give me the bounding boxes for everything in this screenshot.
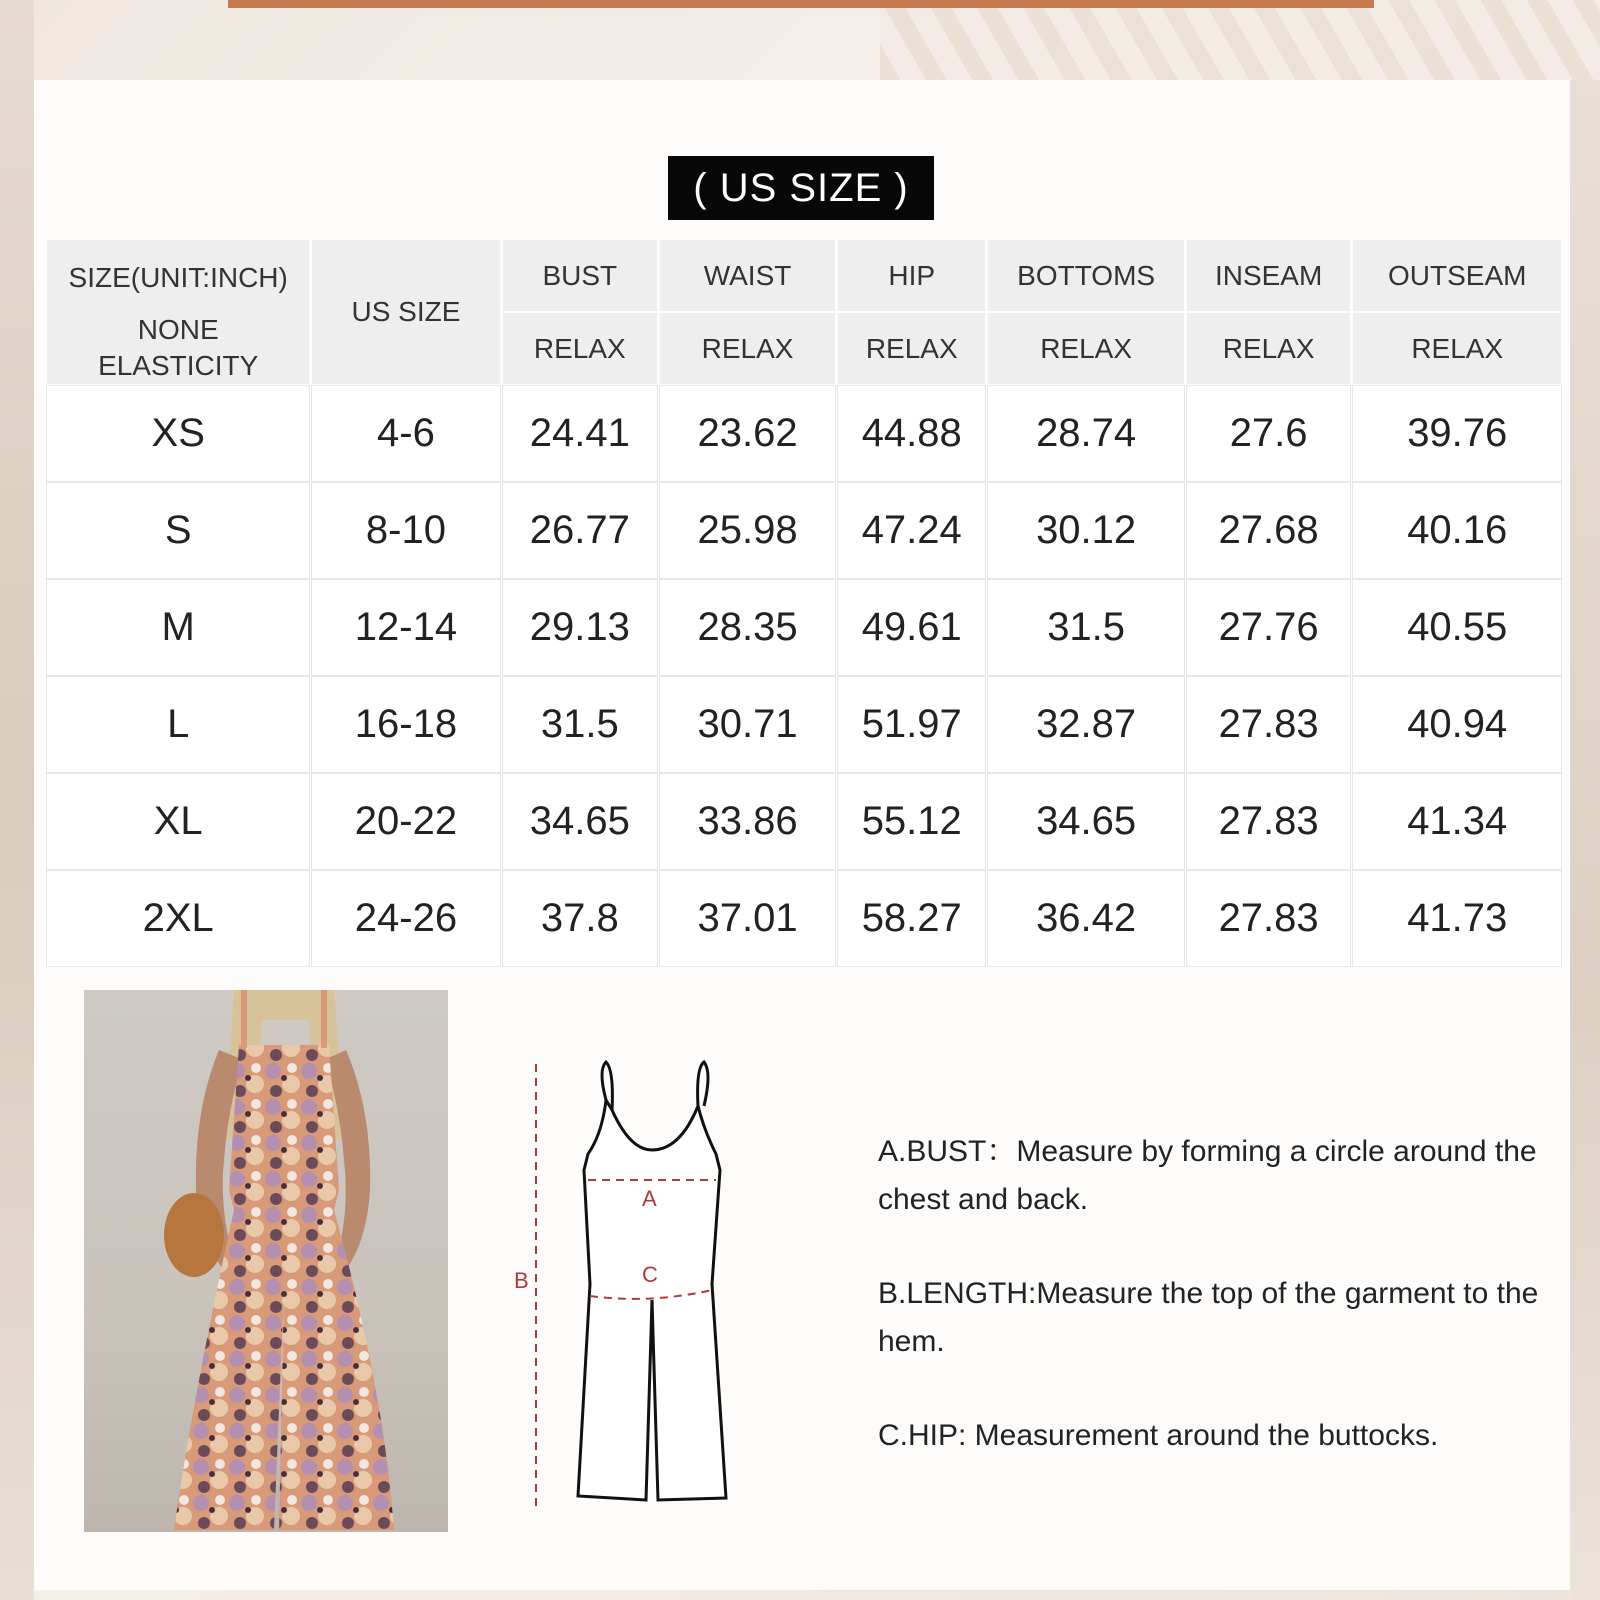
size-system-title: ( US SIZE )	[668, 156, 934, 220]
jumpsuit-outline	[490, 1050, 750, 1520]
header-elasticity	[47, 312, 309, 384]
header-hip: HIP	[838, 240, 985, 311]
cell-size: XL	[47, 774, 309, 869]
cell-waist: 37.01	[660, 871, 835, 966]
cell-inseam: 27.83	[1187, 774, 1351, 869]
label-b: B	[514, 1268, 529, 1293]
cell-bust: 34.65	[503, 774, 658, 869]
background-right-edge	[1570, 80, 1600, 1600]
measurement-diagram	[490, 1050, 750, 1520]
cell-hip: 58.27	[838, 871, 985, 966]
header-outseam: OUTSEAM	[1353, 240, 1561, 311]
cell-inseam: 27.6	[1187, 386, 1351, 481]
label-a: A	[642, 1186, 657, 1211]
cell-bust: 29.13	[503, 580, 658, 675]
cell-us-size: 16-18	[312, 677, 499, 772]
cell-size: M	[47, 580, 309, 675]
cell-waist: 28.35	[660, 580, 835, 675]
cell-bust: 26.77	[503, 483, 658, 578]
fit-label-bust: RELAX	[503, 313, 658, 384]
table-row	[47, 386, 1561, 481]
cell-inseam: 27.76	[1187, 580, 1351, 675]
header-bottoms: BOTTOMS	[988, 240, 1183, 311]
product-photo	[84, 990, 448, 1532]
background-decoration	[880, 0, 1600, 80]
background-left-edge	[0, 0, 34, 1600]
header-waist: WAIST	[660, 240, 835, 311]
measurement-notes	[878, 1128, 1558, 1506]
cell-size: 2XL	[47, 871, 309, 966]
cell-hip: 47.24	[838, 483, 985, 578]
header-elasticity-line2: ELASTICITY	[98, 350, 259, 381]
table-header-row	[47, 240, 1561, 311]
cell-bust: 37.8	[503, 871, 658, 966]
cell-bottoms: 30.12	[988, 483, 1183, 578]
cell-us-size: 12-14	[312, 580, 499, 675]
table-row	[47, 580, 1561, 675]
cell-outseam: 40.55	[1353, 580, 1561, 675]
cell-size: L	[47, 677, 309, 772]
cell-hip: 49.61	[838, 580, 985, 675]
header-elasticity-line1: NONE	[137, 314, 219, 345]
cell-size: S	[47, 483, 309, 578]
size-table	[44, 238, 1564, 968]
cell-inseam: 27.68	[1187, 483, 1351, 578]
note-hip: C.HIP: Measurement around the buttocks.	[878, 1419, 1439, 1452]
cell-size: XS	[47, 386, 309, 481]
fit-label-hip: RELAX	[838, 313, 985, 384]
cell-outseam: 40.16	[1353, 483, 1561, 578]
fit-label-bottoms: RELAX	[988, 313, 1183, 384]
fit-label-inseam: RELAX	[1187, 313, 1351, 384]
cell-bottoms: 31.5	[988, 580, 1183, 675]
table-row	[47, 677, 1561, 772]
header-inseam: INSEAM	[1187, 240, 1351, 311]
cell-outseam: 41.73	[1353, 871, 1561, 966]
table-row	[47, 483, 1561, 578]
header-us-size: US SIZE	[312, 240, 499, 384]
cell-waist: 23.62	[660, 386, 835, 481]
note-length: B.LENGTH:Measure the top of the garment to the hem.	[878, 1277, 1539, 1358]
cell-hip: 51.97	[838, 677, 985, 772]
cell-waist: 25.98	[660, 483, 835, 578]
cell-waist: 33.86	[660, 774, 835, 869]
cell-bottoms: 32.87	[988, 677, 1183, 772]
header-bust: BUST	[503, 240, 658, 311]
cell-outseam: 41.34	[1353, 774, 1561, 869]
cell-outseam: 40.94	[1353, 677, 1561, 772]
table-row	[47, 871, 1561, 966]
table-row	[47, 774, 1561, 869]
cell-bottoms: 36.42	[988, 871, 1183, 966]
fit-label-outseam: RELAX	[1353, 313, 1561, 384]
cell-inseam: 27.83	[1187, 871, 1351, 966]
note-bust: A.BUST：Measure by forming a circle around the chest and back.	[878, 1135, 1537, 1216]
cell-waist: 30.71	[660, 677, 835, 772]
cell-hip: 44.88	[838, 386, 985, 481]
cell-bottoms: 34.65	[988, 774, 1183, 869]
cell-inseam: 27.83	[1187, 677, 1351, 772]
model-illustration	[84, 990, 448, 1532]
cell-us-size: 20-22	[312, 774, 499, 869]
cell-us-size: 4-6	[312, 386, 499, 481]
cell-bust: 31.5	[503, 677, 658, 772]
accent-bar	[228, 0, 1374, 8]
cell-us-size: 8-10	[312, 483, 499, 578]
cell-hip: 55.12	[838, 774, 985, 869]
label-c: C	[642, 1262, 658, 1287]
header-size-unit	[47, 240, 309, 384]
header-size-unit-label: SIZE(UNIT:INCH)	[68, 262, 288, 293]
fit-label-waist: RELAX	[660, 313, 835, 384]
cell-bust: 24.41	[503, 386, 658, 481]
cell-us-size: 24-26	[312, 871, 499, 966]
cell-bottoms: 28.74	[988, 386, 1183, 481]
cell-outseam: 39.76	[1353, 386, 1561, 481]
